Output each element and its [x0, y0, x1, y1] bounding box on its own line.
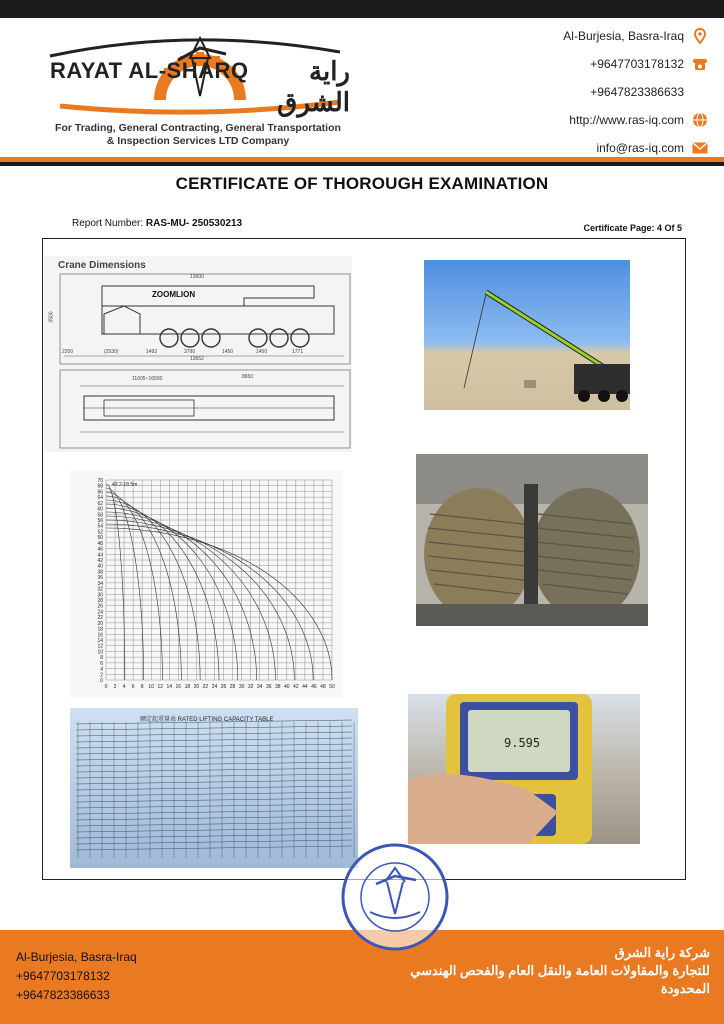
capacity-table-row-line	[76, 828, 352, 832]
load-chart-y-tick: 8	[100, 655, 103, 662]
load-chart-radius-arc	[106, 524, 313, 680]
capacity-table-row-line	[76, 768, 352, 772]
load-chart-y-tick: 0	[100, 678, 103, 684]
footer-address: Al-Burjesia, Basra-Iraq	[16, 950, 137, 964]
load-chart-y-tick: 26	[97, 603, 103, 610]
company-stamp	[340, 842, 450, 952]
company-logo	[40, 28, 350, 148]
email-text[interactable]: info@ras-iq.com	[596, 141, 684, 155]
capacity-table-title: 额定起重量表 RATED LIFTING CAPACITY TABLE	[140, 717, 274, 723]
crane-dimensions-title: Crane Dimensions	[58, 260, 146, 271]
envelope-icon	[692, 140, 708, 156]
dim-label-5: 3790	[184, 349, 196, 355]
dim-label-0: 13600	[190, 274, 204, 280]
load-chart-x-tick: 26	[220, 684, 227, 690]
capacity-table-row-line	[76, 786, 352, 790]
load-chart-radius-arc	[106, 484, 125, 680]
load-chart-y-tick: 20	[97, 620, 103, 627]
capacity-table-row-line	[76, 762, 352, 766]
meter-reading: 9.595	[504, 736, 541, 750]
phone-2-text[interactable]: +9647823386633	[590, 85, 684, 99]
load-chart-y-tick: 56	[97, 518, 103, 524]
dim-label-10: 11605~16500	[132, 376, 163, 382]
load-chart-x-tick: 22	[202, 684, 209, 690]
load-chart-x-tick: 38	[274, 684, 281, 690]
capacity-table-row-line	[76, 810, 352, 814]
crane-drawing-svg	[44, 256, 352, 452]
contact-website[interactable]	[488, 106, 708, 134]
load-chart-x-tick: 42	[293, 684, 299, 690]
load-chart-y-tick: 62	[97, 500, 103, 507]
footer-ar-line-1: شركة راية الشرق	[614, 945, 710, 960]
capacity-table-row-line	[76, 720, 352, 724]
load-chart-y-tick: 6	[100, 660, 103, 667]
phone-1-text[interactable]: +9647703178132	[590, 57, 684, 71]
load-chart-x-tick: 40	[284, 684, 290, 690]
load-chart-x-tick: 30	[238, 684, 245, 690]
dim-label-8: 1771	[292, 349, 304, 355]
load-chart-x-tick: 8	[140, 684, 144, 690]
load-chart-x-tick: 20	[193, 684, 200, 690]
load-chart-y-tick: 10	[97, 649, 103, 656]
load-chart-y-tick: 34	[97, 580, 103, 587]
load-chart-x-tick: 46	[311, 684, 317, 690]
load-chart-svg	[70, 470, 342, 698]
load-chart-y-tick: 22	[97, 615, 103, 622]
load-chart-y-tick: 28	[97, 598, 103, 604]
load-chart-x-tick: 14	[166, 684, 173, 690]
footer-phone-2[interactable]: +9647823386633	[16, 988, 110, 1002]
capacity-table-row-line	[76, 738, 352, 742]
capacity-table-row-line	[76, 756, 352, 760]
dim-label-3: (2530)	[104, 349, 119, 355]
report-number-value: RAS-MU- 250530213	[145, 218, 243, 229]
capacity-table-row-line	[76, 834, 352, 838]
load-chart-x-tick: 4	[122, 684, 126, 690]
report-number-label: Report Number:	[72, 218, 144, 229]
load-chart-y-tick: 70	[97, 478, 103, 484]
contact-phone-2[interactable]	[488, 78, 708, 106]
capacity-table-row-line	[76, 846, 352, 850]
top-bar	[0, 0, 724, 18]
globe-icon	[692, 112, 708, 128]
load-chart-radius-arc	[106, 516, 276, 680]
load-chart-y-tick: 30	[97, 592, 103, 599]
crane-site-photo	[424, 260, 630, 410]
load-chart-label: 43.2-18.5m	[112, 482, 138, 488]
load-chart-y-tick: 32	[97, 586, 103, 593]
load-chart-x-tick: 50	[329, 684, 335, 690]
load-chart-y-tick: 24	[97, 609, 103, 616]
capacity-table-row-line	[76, 798, 352, 802]
capacity-table-row-line	[76, 822, 352, 826]
load-chart-y-tick: 46	[97, 546, 103, 553]
footer-contact	[16, 948, 137, 1005]
capacity-table-photo	[70, 708, 358, 868]
load-chart-y-tick: 14	[97, 638, 103, 644]
capacity-table-row-line	[76, 816, 352, 820]
load-chart-x-tick: 6	[131, 684, 135, 690]
telephone-icon	[692, 56, 708, 72]
winch-drum-svg	[416, 454, 648, 626]
load-chart-radius-arc	[106, 500, 200, 680]
load-chart-x-tick: 28	[229, 684, 236, 690]
load-chart-x-tick: 16	[175, 684, 182, 690]
load-chart-y-tick: 48	[97, 540, 103, 547]
capacity-table-row-line	[76, 750, 352, 754]
load-chart-y-tick: 52	[97, 529, 103, 536]
address-text: Al-Burjesia, Basra-Iraq	[563, 29, 684, 43]
footer-arabic-name	[350, 944, 710, 998]
dim-label-2: 2200	[62, 349, 74, 355]
stamp-seal-icon	[340, 842, 450, 952]
crane-photo-svg	[424, 260, 630, 410]
contact-address	[488, 22, 708, 50]
certificate-page: Certificate Page: 4 Of 5	[583, 223, 682, 233]
capacity-table-row-line	[76, 732, 352, 736]
load-chart-y-tick: 50	[97, 535, 103, 542]
load-chart-y-tick: 64	[97, 495, 103, 502]
capacity-table-row-line	[76, 726, 352, 730]
footer-ar-line-3: المحدودة	[660, 981, 710, 996]
dim-label-7: 1450	[256, 349, 268, 355]
logo-tagline	[48, 122, 348, 148]
tagline-line-1: For Trading, General Contracting, General Transportation	[55, 122, 341, 134]
load-chart-x-tick: 36	[265, 684, 272, 690]
dim-label-11: 8650	[242, 374, 254, 380]
load-chart-y-tick: 4	[100, 666, 103, 673]
header-divider-dark	[0, 162, 724, 166]
contact-phone-1[interactable]	[488, 50, 708, 78]
dim-label-4: 1493	[146, 349, 158, 355]
crane-dimensions-image	[44, 256, 352, 452]
dim-label-9: 3500	[48, 311, 55, 323]
load-chart-y-tick: 36	[97, 575, 103, 582]
dim-label-1: 13652	[190, 356, 204, 362]
load-chart-y-tick: 40	[97, 563, 103, 570]
load-meter-svg	[408, 694, 640, 844]
tagline-line-2: & Inspection Services LTD Company	[106, 135, 290, 147]
load-chart-y-tick: 44	[97, 552, 103, 559]
load-chart-x-tick: 48	[320, 684, 326, 690]
report-number	[72, 218, 242, 229]
winch-drum-photo	[416, 454, 648, 626]
capacity-table-row-line	[76, 774, 352, 778]
load-chart-y-tick: 38	[97, 569, 103, 576]
load-chart-x-tick: 24	[211, 684, 218, 690]
website-text[interactable]: http://www.ras-iq.com	[569, 113, 684, 127]
load-chart-x-tick: 44	[302, 684, 308, 690]
logo-text-ar: راية الشرق	[277, 56, 350, 117]
load-chart-x-tick: 34	[256, 684, 263, 690]
capacity-table-row-line	[76, 744, 352, 748]
load-chart-y-tick: 12	[97, 643, 103, 650]
logo-text-en: RAYAT AL-SHARQ	[50, 58, 249, 83]
load-chart-y-tick: 60	[97, 506, 103, 513]
load-chart-x-tick: 32	[247, 684, 254, 690]
certificate-title: CERTIFICATE OF THOROUGH EXAMINATION	[175, 174, 549, 193]
load-chart-x-tick: 0	[104, 684, 108, 690]
load-chart-image	[70, 470, 342, 698]
footer-phone-1[interactable]: +9647703178132	[16, 969, 110, 983]
capacity-table-row-line	[76, 792, 352, 796]
capacity-table-svg	[70, 708, 358, 868]
capacity-table-row-line	[76, 804, 352, 808]
load-chart-y-tick: 68	[97, 483, 103, 490]
capacity-table-row-line	[76, 840, 352, 844]
load-chart-y-tick: 66	[97, 489, 103, 496]
load-chart-y-tick: 42	[97, 558, 103, 564]
load-chart-x-tick: 2	[113, 684, 117, 690]
load-meter-photo	[408, 694, 640, 844]
load-chart-y-tick: 58	[97, 512, 103, 519]
phone-spacer	[692, 84, 708, 100]
header-contact	[488, 22, 708, 162]
zoomlion-brand: ZOOMLION	[152, 290, 196, 299]
load-chart-x-tick: 10	[148, 684, 154, 690]
capacity-table-row-line	[76, 780, 352, 784]
load-chart-x-tick: 18	[184, 684, 191, 690]
load-chart-y-tick: 2	[100, 672, 103, 679]
load-chart-x-tick: 12	[157, 684, 164, 690]
location-pin-icon	[692, 28, 708, 44]
dim-label-6: 1450	[222, 349, 234, 355]
footer-ar-line-2: للتجارة والمقاولات العامة والنقل العام والفحص الهندسي	[410, 963, 710, 978]
load-chart-y-tick: 18	[97, 626, 103, 633]
load-chart-y-tick: 54	[97, 523, 103, 530]
load-chart-y-tick: 16	[97, 632, 103, 639]
